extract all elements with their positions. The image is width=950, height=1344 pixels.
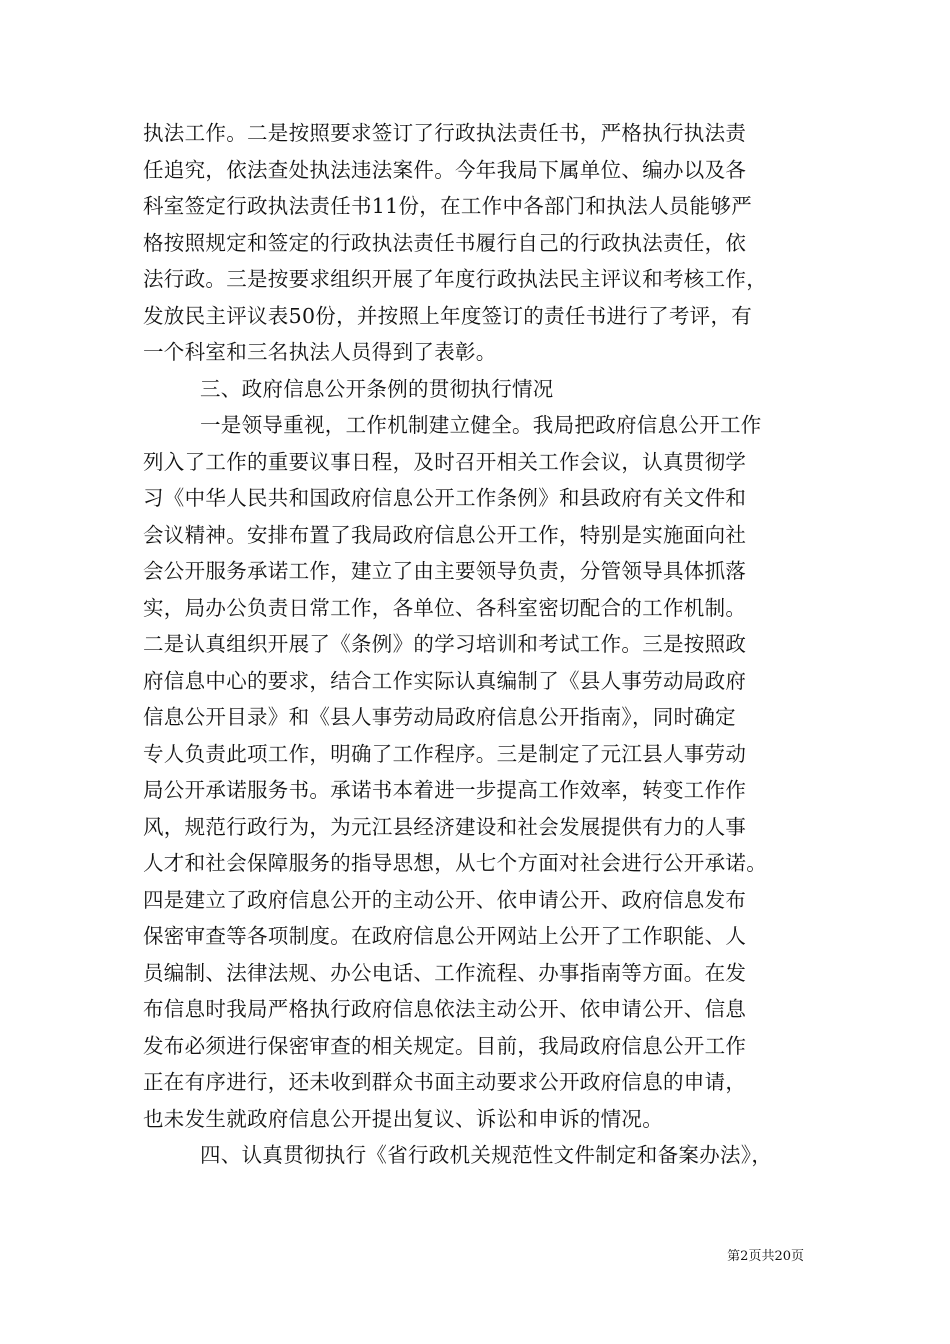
text-line: 会议精神。安排布置了我局政府信息公开工作，特别是实施面向社	[143, 522, 747, 547]
text-line: 保密审查等各项制度。在政府信息公开网站上公开了工作职能、人	[143, 924, 747, 948]
paragraph-start-line: 三、政府信息公开条例的贯彻执行情况	[200, 376, 554, 401]
text-line: 实，局办公负责日常工作，各单位、各科室密切配合的工作机制。	[143, 595, 747, 620]
paragraph-start-line: 四、认真贯彻执行《省行政机关规范性文件制定和备案办法》，	[200, 1143, 773, 1167]
body-text	[143, 115, 815, 1174]
text-line: 一个科室和三名执法人员得到了表彰。	[143, 340, 497, 364]
text-line: 格按照规定和签定的行政执法责任书履行自己的行政执法责任，依	[143, 230, 747, 255]
text-line: 列入了工作的重要议事日程，及时召开相关工作会议，认真贯彻学	[143, 449, 747, 474]
text-line: 人才和社会保障服务的指导思想，从七个方面对社会进行公开承诺。	[143, 851, 767, 875]
text-line: 正在有序进行，还未收到群众书面主动要求公开政府信息的申请，	[143, 1070, 747, 1094]
text-line: 二是认真组织开展了《条例》的学习培训和考试工作。三是按照政	[143, 632, 747, 656]
paragraph-start-line: 一是领导重视，工作机制建立健全。我局把政府信息公开工作	[200, 413, 762, 437]
text-line: 布信息时我局严格执行政府信息依法主动公开、依申请公开、信息	[143, 997, 747, 1021]
text-line: 风，规范行政行为，为元江县经济建设和社会发展提供有力的人事	[143, 814, 747, 839]
text-line: 员编制、法律法规、办公电话、工作流程、办事指南等方面。在发	[143, 960, 747, 985]
text-line: 法行政。三是按要求组织开展了年度行政执法民主评议和考核工作，	[143, 267, 767, 291]
text-line: 发布必须进行保密审查的相关规定。目前，我局政府信息公开工作	[143, 1033, 747, 1058]
text-line: 任追究，依法查处执法违法案件。今年我局下属单位、编办以及各	[143, 157, 747, 182]
text-line: 发放民主评议表50份，并按照上年度签订的责任书进行了考评，有	[143, 303, 753, 328]
text-line: 四是建立了政府信息公开的主动公开、依申请公开、政府信息发布	[143, 887, 747, 912]
text-line: 习《中华人民共和国政府信息公开工作条例》和县政府有关文件和	[143, 486, 747, 510]
text-line: 科室签定行政执法责任书11份，在工作中各部门和执法人员能够严	[143, 194, 753, 218]
text-line: 信息公开目录》和《县人事劳动局政府信息公开指南》，同时确定	[143, 705, 736, 729]
text-line: 会公开服务承诺工作，建立了由主要领导负责，分管领导具体抓落	[143, 559, 747, 583]
text-line: 局公开承诺服务书。承诺书本着进一步提高工作效率，转变工作作	[143, 778, 747, 802]
text-line: 也未发生就政府信息公开提出复议、诉讼和申诉的情况。	[143, 1106, 663, 1131]
text-line: 府信息中心的要求，结合工作实际认真编制了《县人事劳动局政府	[143, 668, 747, 693]
text-line: 专人负责此项工作，明确了工作程序。三是制定了元江县人事劳动	[143, 741, 747, 766]
page-number-footer: 第2页共20页	[727, 1249, 804, 1264]
text-line: 执法工作。二是按照要求签订了行政执法责任书，严格执行执法责	[143, 121, 747, 145]
